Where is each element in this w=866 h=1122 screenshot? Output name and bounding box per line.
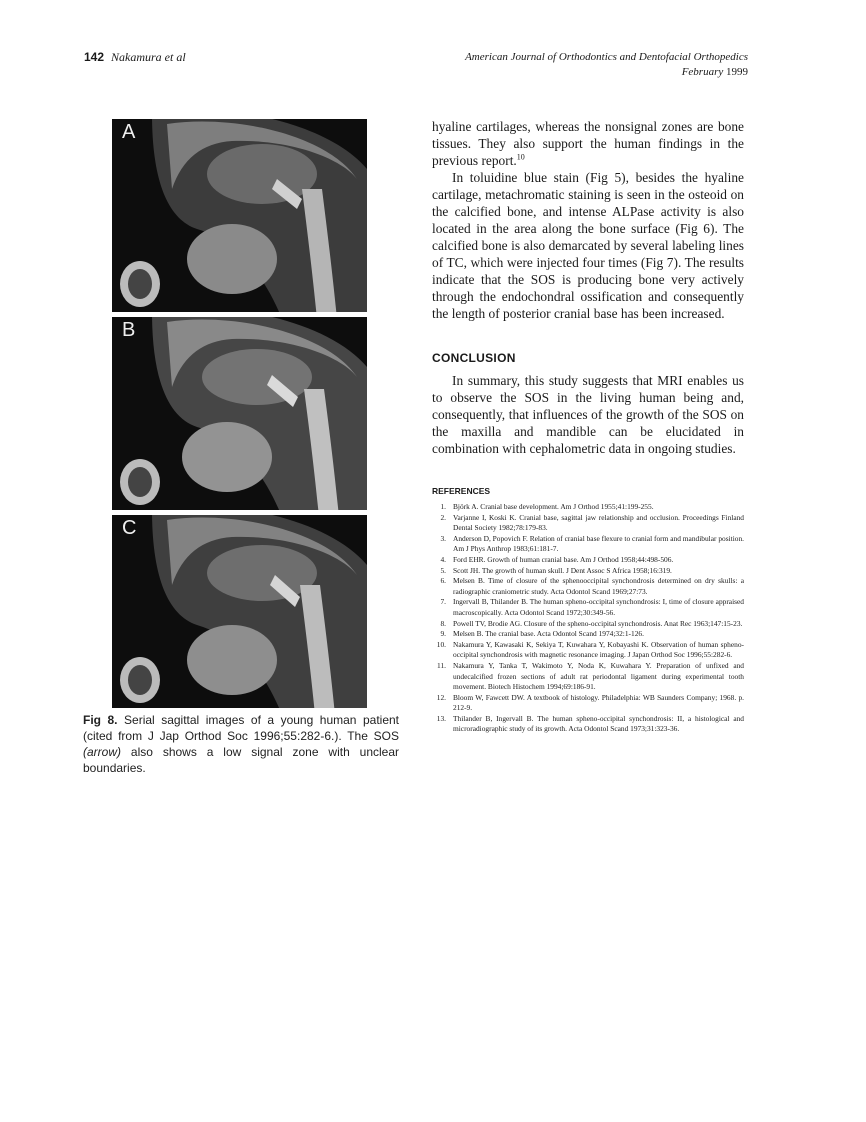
reference-number: 6. <box>440 576 446 586</box>
reference-text: Scott JH. The growth of human skull. J Dent Assoc S Africa 1958;16:319. <box>453 565 672 575</box>
issue-year: 1999 <box>726 66 748 78</box>
caption-text-2: also shows a low signal zone with unclear boundaries. <box>83 745 399 775</box>
reference-item <box>432 640 744 661</box>
reference-text: Nakamura Y, Kawasaki K, Sekiya T, Kuwahara Y, Kobayashi K. Observation of human spheno-occipital synchondrosis with magnetic resonance imaging. J Japan Orthod Soc 1996;55:282-6. <box>453 639 744 660</box>
figure-caption <box>83 712 399 776</box>
reference-number: 9. <box>440 629 446 639</box>
reference-item <box>432 566 744 577</box>
panel-label-c: C <box>122 517 137 539</box>
caption-italic: (arrow) <box>83 745 121 759</box>
body-p1-text: hyaline cartilages, whereas the nonsignal zones are bone tissues. They also support the human findings in the previous report. <box>432 119 744 168</box>
mri-panel-b <box>112 317 367 510</box>
reference-item <box>432 714 744 735</box>
reference-item <box>432 502 744 513</box>
reference-number: 12. <box>436 692 446 702</box>
conclusion-heading: CONCLUSION <box>432 351 516 365</box>
reference-text: Thilander B, Ingervall B. The human spheno-occipital synchondrosis: II, a histological and microradiographic study of its growth. Acta Odontol Scand 1973;31:323-36. <box>453 713 744 734</box>
mri-image-c <box>112 515 367 708</box>
citation-superscript: 10 <box>516 152 525 162</box>
reference-text: Anderson D, Popovich F. Relation of cranial base flexure to cranial form and mandibular position. Am J Phys Anthrop 1983;61:181-7. <box>453 533 744 554</box>
reference-number: 8. <box>440 618 446 628</box>
reference-item <box>432 513 744 534</box>
mri-panel-c <box>112 515 367 708</box>
caption-text-1: Serial sagittal images of a young human patient (cited from J Jap Orthod Soc 1996;55:282-6.). The SOS <box>83 713 400 743</box>
reference-text: Melsen B. Time of closure of the sphenooccipital synchondrosis determined on dry skulls: a radiographic craniometric study. Acta Odontol Scand 1969;27:73. <box>453 576 744 596</box>
reference-text: Nakamura Y, Tanka T, Wakimoto Y, Noda K, Kuwahara Y. Preparation of unfixed and undecalcified frozen sections of adult rat periodontal ligament during experimental tooth movement. Biotech Histochem 1994;69:186-91. <box>453 660 744 692</box>
reference-item <box>432 629 744 640</box>
conclusion-paragraph: In summary, this study suggests that MRI enables us to observe the SOS in the living human being and, consequently, that influences of the growth of the SOS on the maxilla and mandible can be elucidated in combination with cephalometric data in ongoing studies. <box>432 373 744 456</box>
references-heading: REFERENCES <box>432 486 491 496</box>
reference-number: 2. <box>440 512 446 522</box>
reference-item <box>432 555 744 566</box>
panel-label-a: A <box>122 121 136 143</box>
reference-text: Ingervall B, Thilander B. The human spheno-occipital synchondrosis: I, time of closure appraised macroscopically. Acta Odontol Scand 1972;30:349-56. <box>453 597 744 617</box>
mri-image-a <box>112 119 367 312</box>
journal-title: American Journal of Orthodontics and Dentofacial Orthopedics <box>465 51 748 63</box>
reference-number: 3. <box>440 533 446 543</box>
body-paragraph-2: In toluidine blue stain (Fig 5), besides the hyaline cartilage, metachromatic staining is seen in the osteoid on the calcified bone, and intense ALPase activity is also located in the area along the bone surface (Fig 6). The calcified bone is also demarcated by several labeling lines of TC, which were injected four times (Fig 7). The results indicate that the SOS is producing bone very actively through the endochondral ossification and consequently the length of posterior cranial base has been increased. <box>432 170 744 321</box>
mri-image-b <box>112 317 367 510</box>
reference-list <box>432 502 744 735</box>
reference-item <box>432 693 744 714</box>
page-number: 142 <box>84 50 105 64</box>
body-text-top <box>432 118 744 322</box>
reference-item <box>432 661 744 693</box>
reference-text: Powell TV, Brodie AG. Closure of the spheno-occipital synchondrosis. Anat Rec 1963;147:15-23. <box>453 618 743 628</box>
panel-label-b: B <box>122 319 136 341</box>
reference-number: 7. <box>440 597 446 607</box>
reference-number: 4. <box>440 554 446 564</box>
reference-text: Melsen B. The cranial base. Acta Odontol Scand 1974;32:1-126. <box>453 629 644 639</box>
reference-number: 5. <box>440 565 446 575</box>
reference-number: 1. <box>440 502 446 511</box>
reference-item <box>432 619 744 630</box>
issue-date <box>465 65 748 80</box>
body-paragraph-1 <box>432 118 744 169</box>
conclusion-text <box>432 372 744 457</box>
issue-month: February <box>681 66 724 78</box>
running-author: Nakamura et al <box>111 50 186 64</box>
reference-number: 10. <box>436 639 446 649</box>
reference-text: Ford EHR. Growth of human cranial base. Am J Orthod 1958;44:498-506. <box>453 554 674 564</box>
running-journal <box>465 50 748 80</box>
reference-item <box>432 534 744 555</box>
reference-number: 13. <box>436 713 446 723</box>
reference-number: 11. <box>437 660 446 670</box>
figure-label: Fig 8. <box>83 713 118 727</box>
reference-item <box>432 576 744 597</box>
reference-item <box>432 597 744 618</box>
mri-panel-a <box>112 119 367 312</box>
reference-text: Bloom W, Fawcett DW. A textbook of histology. Philadelphia: WB Saunders Company; 1968. p. 212-9. <box>453 692 744 713</box>
reference-text: Björk A. Cranial base development. Am J Orthod 1955;41:199-255. <box>453 502 654 511</box>
reference-text: Varjanne I, Koski K. Cranial base, sagittal jaw relationship and occlusion. Proceedings Finland Dental Society 1982;78:179-83. <box>453 512 744 533</box>
